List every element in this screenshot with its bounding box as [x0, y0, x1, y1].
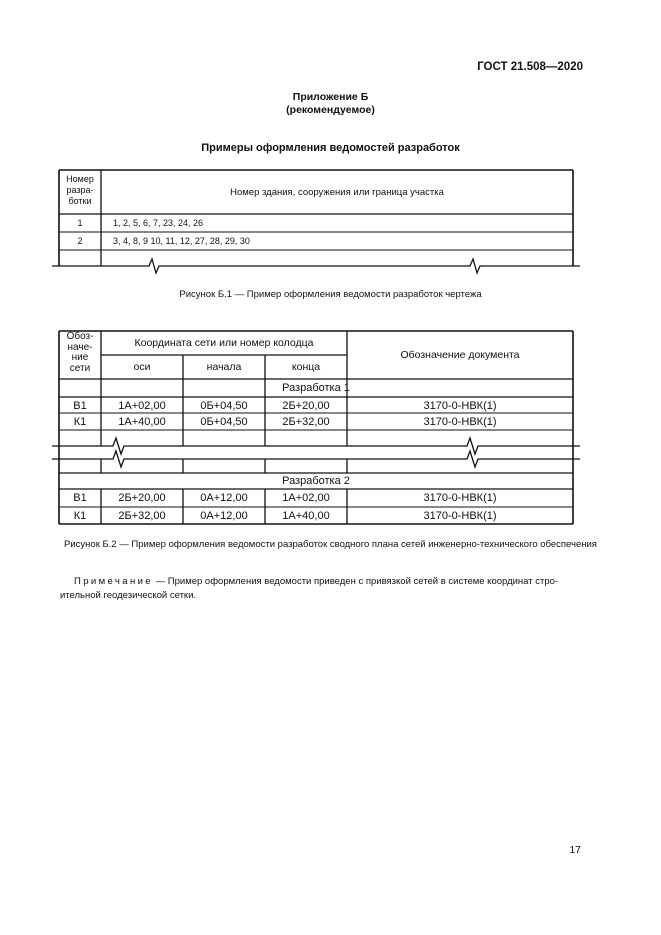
s1-row1-end: 2Б+20,00 [282, 400, 330, 412]
note [60, 575, 585, 602]
header-number-line: разра- [66, 185, 94, 195]
header-number-line: Номер [66, 174, 94, 184]
header-net-cell [59, 332, 101, 374]
header-number-line: ботки [68, 196, 92, 206]
header-coord-group: Координата сети или номер колодца [134, 337, 314, 349]
row2-number: 2 [77, 236, 83, 246]
figure1-caption: Рисунок Б.1 — Пример оформления ведомости разработок чертежа [179, 289, 482, 300]
s1-row1-doc: 3170-0-НВК(1) [423, 400, 497, 412]
row1-buildings: 1, 2, 5, 6, 7, 23, 24, 26 [113, 218, 204, 228]
s2-row1-end: 1А+02,00 [282, 492, 330, 504]
header-end: конца [291, 361, 321, 373]
s2-row2-net: К1 [73, 510, 87, 522]
header-net-line: Обоз- [66, 331, 94, 342]
break-line [52, 438, 580, 454]
document-id: ГОСТ 21.508—2020 [477, 61, 583, 73]
section-title: Примеры оформления ведомостей разработок [201, 142, 460, 154]
section1-label: Разработка 1 [282, 382, 350, 394]
header-net-line: ние [71, 352, 89, 363]
section2-label: Разработка 2 [282, 475, 350, 487]
header-document: Обозначение документа [400, 349, 520, 361]
row1-number: 1 [77, 218, 83, 228]
header-building: Номер здания, сооружения или граница участка [230, 187, 444, 198]
s1-row1-axis: 1А+02,00 [118, 400, 166, 412]
s1-row2-start: 0Б+04,50 [200, 416, 248, 428]
break-line [52, 451, 580, 467]
s2-row1-axis: 2Б+20,00 [118, 492, 166, 504]
note-text: — Пример оформления ведомости приведен с привязкой сетей в системе координат стро-ительной геодезической сетки. [60, 576, 559, 601]
s2-row2-end: 1А+40,00 [282, 510, 330, 522]
s2-row2-doc: 3170-0-НВК(1) [423, 510, 497, 522]
header-start: начала [206, 361, 242, 373]
s1-row1-start: 0Б+04,50 [200, 400, 248, 412]
s1-row2-axis: 1А+40,00 [118, 416, 166, 428]
figure2-caption: Рисунок Б.2 — Пример оформления ведомости разработок сводного плана сетей инженерно-технического обеспечения [64, 539, 597, 550]
s2-row2-axis: 2Б+32,00 [118, 510, 166, 522]
row2-buildings: 3, 4, 8, 9 10, 11, 12, 27, 28, 29, 30 [113, 236, 250, 246]
note-label: Примечание [74, 576, 153, 587]
s1-row1-net: В1 [73, 400, 87, 412]
s2-row1-start: 0А+12,00 [200, 492, 248, 504]
s2-row1-net: В1 [73, 492, 87, 504]
header-net-line: наче- [67, 341, 93, 353]
s2-row2-start: 0А+12,00 [200, 510, 248, 522]
s2-row1-doc: 3170-0-НВК(1) [423, 492, 497, 504]
appendix-subtitle: (рекомендуемое) [286, 104, 375, 116]
appendix-title: Приложение Б [292, 91, 369, 103]
s1-row2-doc: 3170-0-НВК(1) [423, 416, 497, 428]
header-axis: оси [133, 361, 151, 373]
s1-row2-net: К1 [73, 416, 87, 428]
s1-row2-end: 2Б+32,00 [282, 416, 330, 428]
header-net-line: сети [69, 362, 91, 374]
page-number: 17 [569, 844, 581, 856]
